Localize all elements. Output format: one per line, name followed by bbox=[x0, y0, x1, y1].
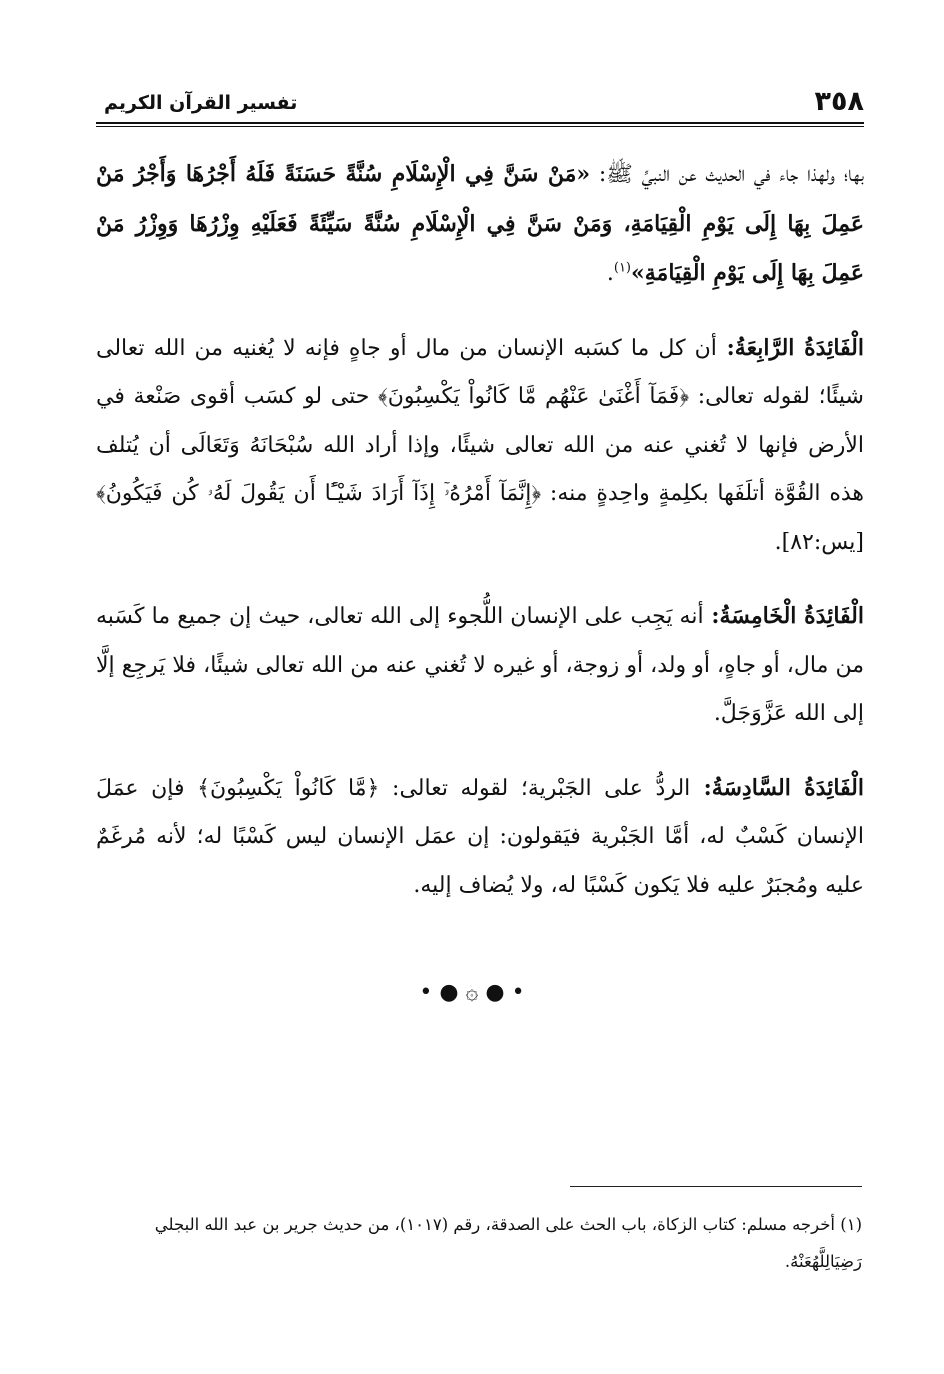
section-ornament: • ● ۞ ● • bbox=[419, 980, 525, 1005]
footnote-marker: (١) bbox=[613, 260, 631, 276]
page-header bbox=[96, 84, 864, 124]
footnotes bbox=[96, 1206, 862, 1280]
text-span: حتى لو كسَب أقوى صَنْعة في الأرض فإنها لا تُغني عنه من الله تعالى شيئًا، وإذا أراد الله سُبْحَانَهُ وَتَعَالَى أن يُتلف هذه القُوَّة أتلَفَها بكلِمةٍ واحِدةٍ منه: bbox=[96, 384, 864, 506]
text-span: بها؛ ولهذا جاء في الحديث عن النبيِّ ﷺ: bbox=[590, 162, 864, 187]
benefit-heading: الْفَائِدَةُ الْخَامِسَةُ: bbox=[703, 603, 864, 629]
paragraph bbox=[96, 150, 864, 299]
quran-verse: ﴿فَمَآ أَغْنَىٰ عَنْهُم مَّا كَانُواْ يَكْسِبُونَ﴾ bbox=[377, 384, 690, 409]
header-rule bbox=[96, 122, 864, 127]
benefit-heading: الْفَائِدَةُ الرَّابِعَةُ: bbox=[716, 334, 864, 361]
hadith-quote: «مَنْ سَنَّ فِي الْإِسْلَامِ سُنَّةً حَسَنَةً فَلَهُ أَجْرُهَا وَأَجْرُ مَنْ عَمِلَ بِهَا إِلَى يَوْمِ الْقِيَامَةِ، وَمَنْ سَنَّ فِي الْإِسْلَامِ سُنَّةً سَيِّئَةً فَعَلَيْهِ وِزْرُهَا وَوِزْرُ مَنْ عَمِلَ بِهَا إِلَى يَوْمِ الْقِيَامَةِ» bbox=[96, 161, 864, 286]
paragraph bbox=[96, 592, 864, 739]
text-span: . bbox=[606, 261, 614, 286]
benefit-heading: الْفَائِدَةُ السَّادِسَةُ: bbox=[690, 774, 864, 801]
footnote: (١) أخرجه مسلم: كتاب الزكاة، باب الحث على الصدقة، رقم (١٠١٧)، من حديث جرير بن عبد الله البجلي رَضِيَالِلَّهُعَنْهُ. bbox=[154, 1215, 862, 1271]
quran-verse: ﴿مَّا كَانُواْ يَكْسِبُونَ﴾ bbox=[197, 775, 380, 801]
text-span: الردُّ على الجَبْرية؛ لقوله تعالى: bbox=[379, 775, 691, 801]
text-span: [يس:٨٢]. bbox=[774, 529, 864, 555]
text-span: أنه يَجِب على الإنسان اللُّجوء إلى الله تعالى، حيث إن جميع ما كَسَبه من مال، أو جاهٍ، أو ولد، أو زوجة، أو غيره لا تُغني عنه من الله تعالى شيئًا، فلا يَرجِع إلَّا إلى الله عَزَّوَجَلَّ. bbox=[96, 604, 864, 726]
paragraph bbox=[96, 764, 864, 911]
page-number: ٣٥٨ bbox=[814, 86, 864, 117]
running-title: تفسير القرآن الكريم bbox=[104, 92, 298, 114]
footnote-rule bbox=[570, 1186, 862, 1187]
quran-verse: ﴿إِنَّمَآ أَمْرُهُۥٓ إِذَآ أَرَادَ شَيْـًٔا أَن يَقُولَ لَهُۥ كُن فَيَكُونُ﴾ bbox=[96, 481, 542, 506]
body-text bbox=[96, 150, 864, 935]
text-span: فإن عمَلَ الإنسان كَسْبٌ له، أمَّا الجَبْرية فيَقولون: إن عمَل الإنسان ليس كَسْبًا له؛ لأنه مُرغَمٌ عليه ومُجبَرٌ عليه فلا يَكون كَسْبًا له، ولا يُضاف إليه. bbox=[96, 775, 864, 898]
text-span: أن كل ما كسَبه الإنسان من مال أو جاهٍ فإنه لا يُغنيه من الله تعالى شيئًا؛ لقوله تعالى: bbox=[96, 335, 864, 409]
paragraph bbox=[96, 324, 864, 568]
